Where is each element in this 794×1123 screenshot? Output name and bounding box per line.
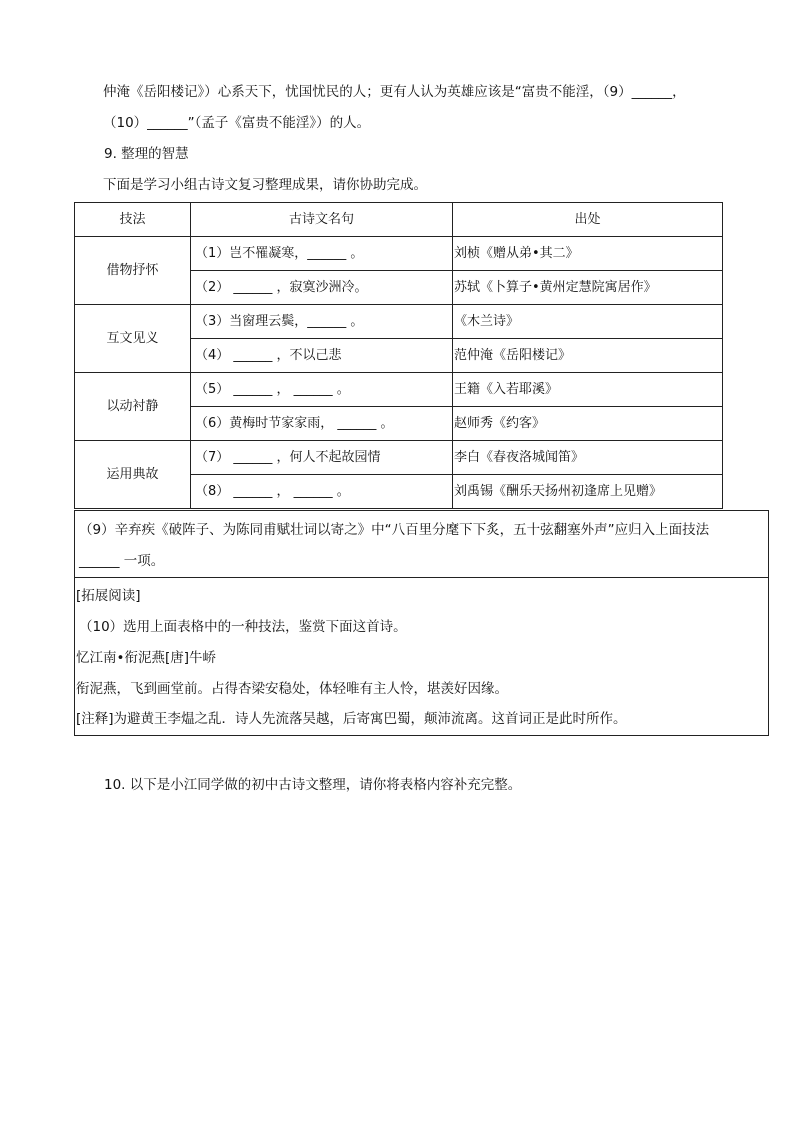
intro-line-1: 仲淹《岳阳楼记》）心系天下，忧国忧民的人；更有人认为英雄应该是“富贵不能淫，（9）______，	[103, 84, 686, 100]
header-verse: 古诗文名句	[191, 203, 453, 237]
poem-title: 忆江南•衔泥燕[唐]牛峤	[76, 650, 216, 666]
poetry-technique-table	[74, 202, 723, 509]
technique-cell: 借物抒怀	[75, 237, 191, 305]
technique-cell: 互文见义	[75, 305, 191, 373]
verse-cell: （5） ______ ， ______ 。	[191, 373, 453, 407]
table-row	[75, 373, 723, 407]
verse-cell: （8） ______ ， ______ 。	[191, 475, 453, 509]
source-cell: 王籍《入若耶溪》	[453, 373, 723, 407]
table-header-row	[75, 203, 723, 237]
source-cell: 刘禹锡《酬乐天扬州初逢席上见赠》	[453, 475, 723, 509]
source-cell: 苏轼《卜算子•黄州定慧院寓居作》	[453, 271, 723, 305]
extension-label: [拓展阅读]	[76, 588, 141, 604]
question-10-title: 10. 以下是小江同学做的初中古诗文整理，请你将表格内容补充完整。	[104, 777, 522, 793]
sub-question-9-line-1: （9）辛弃疾《破阵子、为陈同甫赋壮词以寄之》中“八百里分麾下下炙，五十弦翻塞外声”应归入上面技法	[79, 522, 710, 538]
verse-cell: （2） ______ ，寂寞沙洲冷。	[191, 271, 453, 305]
extension-box	[74, 510, 769, 736]
source-cell: 刘桢《赠从弟•其二》	[453, 237, 723, 271]
verse-cell: （3）当窗理云鬓，______ 。	[191, 305, 453, 339]
header-technique: 技法	[75, 203, 191, 237]
verse-cell: （1）岂不罹凝寒，______ 。	[191, 237, 453, 271]
verse-cell: （6）黄梅时节家家雨， ______ 。	[191, 407, 453, 441]
source-cell: 李白《春夜洛城闻笛》	[453, 441, 723, 475]
question-9-title: 9. 整理的智慧	[104, 146, 189, 162]
poem-note: [注释]为避黄王李煴之乱．诗人先流落吴越，后寄寓巴蜀，颠沛流离。这首词正是此时所作。	[76, 711, 627, 727]
table-row	[75, 237, 723, 271]
source-cell: 《木兰诗》	[453, 305, 723, 339]
table-row	[75, 441, 723, 475]
verse-cell: （7） ______ ，何人不起故园情	[191, 441, 453, 475]
question-9-description: 下面是学习小组古诗文复习整理成果，请你协助完成。	[103, 177, 427, 193]
source-cell: 范仲淹《岳阳楼记》	[453, 339, 723, 373]
technique-cell: 运用典故	[75, 441, 191, 509]
intro-line-2: （10）______”（孟子《富贵不能淫》）的人。	[103, 115, 371, 131]
sub-question-10: （10）选用上面表格中的一种技法，鉴赏下面这首诗。	[79, 619, 407, 635]
table-row	[75, 305, 723, 339]
technique-cell: 以动衬静	[75, 373, 191, 441]
verse-cell: （4） ______ ，不以己悲	[191, 339, 453, 373]
source-cell: 赵师秀《约客》	[453, 407, 723, 441]
poem-body: 衔泥燕，飞到画堂前。占得杏梁安稳处，体轻唯有主人怜，堪羡好因缘。	[76, 681, 508, 697]
sub-question-9-line-2: ______ 一项。	[79, 553, 165, 569]
header-source: 出处	[453, 203, 723, 237]
box-divider	[75, 577, 768, 578]
